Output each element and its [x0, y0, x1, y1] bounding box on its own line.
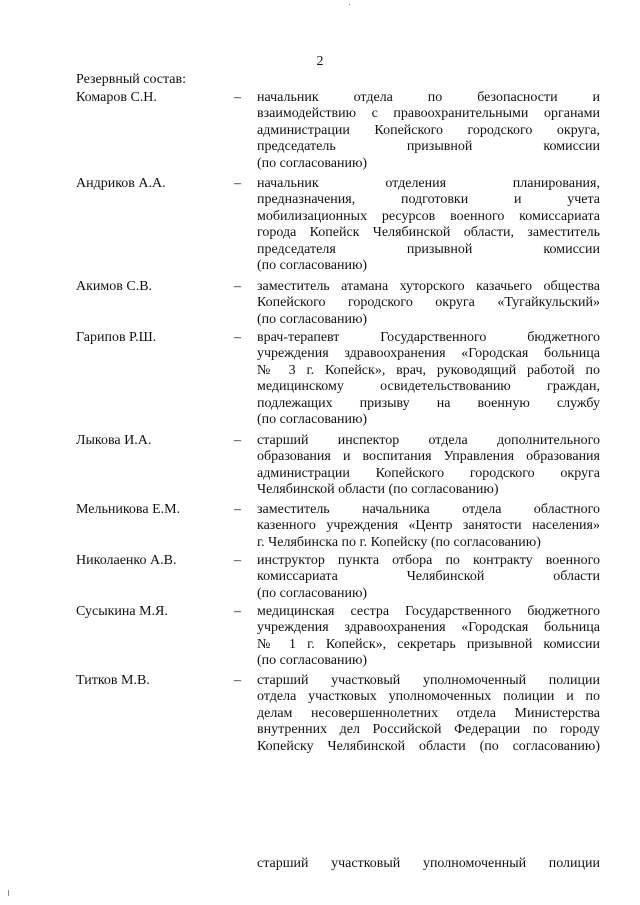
role-line: Челябинской области (по согласованию)	[257, 482, 499, 498]
member-name: Гарипов Р.Ш.	[76, 330, 157, 345]
role-line: казенного учреждения «Центр занятости населения»	[257, 518, 600, 534]
dash-separator: –	[234, 279, 241, 294]
role-line: (по согласованию)	[257, 311, 368, 327]
role-line: предназначения, подготовки и учета	[257, 192, 600, 208]
scan-speck	[349, 4, 350, 5]
role-line: медицинская сестра Государственного бюджетного	[257, 604, 600, 619]
dash-separator: –	[234, 176, 241, 191]
member-name: Комаров С.Н.	[76, 90, 157, 105]
dash-separator: –	[234, 90, 241, 105]
role-line: Копейску Челябинской области (по согласованию)	[257, 738, 600, 754]
role-line: начальник отдела по безопасности и	[257, 90, 600, 105]
role-line: администрации Копейского городского округа	[257, 465, 600, 481]
member-role	[257, 673, 600, 755]
role-line: (по согласованию)	[257, 585, 368, 601]
member-role	[257, 502, 600, 551]
role-line: учреждения здравоохранения «Городская больница	[257, 620, 600, 636]
member-role	[257, 553, 600, 602]
dash-separator: –	[234, 604, 241, 619]
member-name: Андриков А.А.	[76, 176, 166, 191]
member-role	[257, 90, 600, 172]
member-name: Николаенко А.В.	[76, 553, 177, 568]
dash-separator: –	[234, 553, 241, 568]
role-line: (по согласованию)	[257, 653, 368, 669]
page-number: 2	[316, 54, 324, 69]
role-line: врач-терапевт Государственного бюджетного	[257, 330, 600, 345]
role-line: начальник отделения планирования,	[257, 176, 600, 191]
role-line: города Копейск Челябинской области, заместитель	[257, 225, 600, 241]
role-line: № 1 г. Копейск», секретарь призывной комиссии	[257, 636, 600, 652]
member-name: Акимов С.В.	[76, 279, 153, 294]
section-heading: Резервный состав:	[76, 72, 187, 87]
member-name: Лыкова И.А.	[76, 433, 152, 448]
role-line: отдела участковых уполномоченных полиции и по	[257, 689, 600, 705]
dash-separator: –	[234, 330, 241, 345]
role-line: инструктор пункта отбора по контракту военного	[257, 553, 600, 568]
role-line: председателя призывной комиссии	[257, 241, 600, 257]
dash-separator: –	[234, 433, 241, 448]
role-line: подлежащих призыву на военную службу	[257, 395, 600, 411]
role-line: (по согласованию)	[257, 258, 368, 274]
role-line: г. Челябинска по г. Копейску (по согласованию)	[257, 534, 541, 550]
member-role	[257, 604, 600, 670]
member-role	[257, 279, 600, 328]
role-line: старший инспектор отдела дополнительного	[257, 433, 600, 448]
role-line: старший участковый уполномоченный полиции	[257, 673, 600, 688]
role-line: старший участковый уполномоченный полиции	[257, 856, 600, 871]
role-line: (по согласованию)	[257, 155, 368, 171]
role-line: № 3 г. Копейск», врач, руководящий работой по	[257, 362, 600, 378]
role-line: заместитель атамана хуторского казачьего общества	[257, 279, 600, 294]
dash-separator: –	[234, 673, 241, 688]
dash-separator: –	[234, 502, 241, 517]
role-line: заместитель начальника отдела областного	[257, 502, 600, 517]
role-line: комиссариата Челябинской области	[257, 569, 600, 585]
role-line: председатель призывной комиссии	[257, 139, 600, 155]
role-line: администрации Копейского городского округа,	[257, 122, 600, 138]
scan-speck	[8, 890, 9, 896]
role-line: образования и воспитания Управления образования	[257, 449, 600, 465]
member-name: Титков М.В.	[76, 673, 150, 688]
role-line: Копейского городского округа «Тугайкульский»	[257, 295, 600, 311]
role-line: внутренних дел Российской Федерации по городу	[257, 722, 600, 738]
role-line: учреждения здравоохранения «Городская больница	[257, 346, 600, 362]
member-role	[257, 176, 600, 274]
member-name: Мельникова Е.М.	[76, 502, 181, 517]
role-line: мобилизационных ресурсов военного комиссариата	[257, 208, 600, 224]
role-line: взаимодействию с правоохранительными органами	[257, 106, 600, 122]
role-line: делам несовершеннолетних отдела Министерства	[257, 705, 600, 721]
member-role	[257, 433, 600, 499]
role-line: медицинскому освидетельствованию граждан,	[257, 379, 600, 395]
member-role	[257, 330, 600, 428]
member-role	[257, 856, 600, 872]
role-line: (по согласованию)	[257, 412, 368, 428]
member-name: Сусыкина М.Я.	[76, 604, 168, 619]
